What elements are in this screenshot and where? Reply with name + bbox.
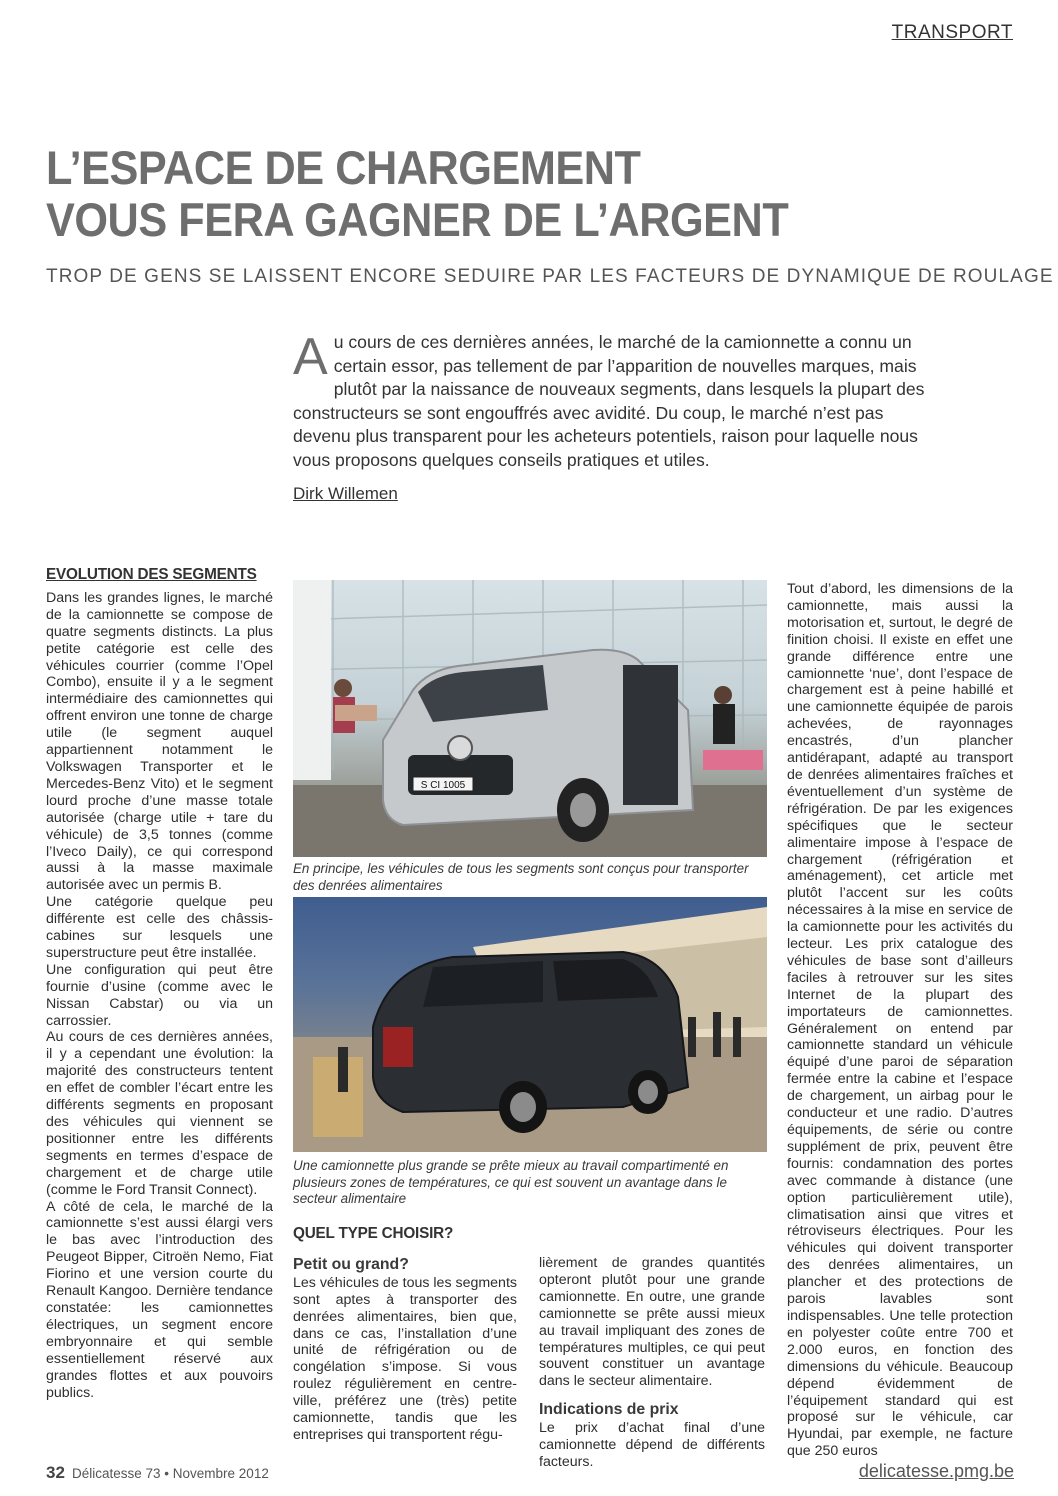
paragraph: Dans les grandes lignes, le marché de la camionnette se compose de quatre segments distincts. La plus petite catégorie est celle des véhicules courrier (comme l’Opel Combo), ensuite il y a le segment intermédiaire des camionnettes qui offrent environ une tonne de charge utile (le segment auquel appartiennent notamment le Volkswagen Transporter et le Mercedes-Benz Vito) et le segment lourd proche d’une masse totale autorisée (charge utile + tare du véhicule) de 3,5 tonnes (comme l’Iveco Daily), ce qui correspond aussi à la masse maximale autorisée avec un permis B. <box>46 589 273 894</box>
photo-van-dusk <box>293 897 767 1152</box>
author-byline: Dirk Willemen <box>293 484 398 503</box>
paragraph: Une catégorie quelque peu différente est celle des châssis-cabines sur lesquels une superstructure peut être installée. <box>46 894 273 961</box>
section-heading-choose: QUEL TYPE CHOISIR? <box>293 1225 454 1242</box>
intro-text: u cours de ces dernières années, le marché de la camionnette a connu un certain essor, pas tellement de par l’apparition de nouvelles marques, mais plutôt par la naissance de nouveaux segments, dans lesquels la plupart des constructeurs se sont engouffrés avec avidité. Du coup, le marché n’est pas devenu plus transparent pour les acheteurs potentiels, raison pour laquelle nous vous proposons quelques conseils pratiques et utiles. <box>293 332 925 470</box>
paragraph: lièrement de grandes quantités opteront plutôt pour une grande camionnette. En outre, une grande camionnette se prête aussi mieux au travail impliquant des zones de températures multiples, ce qui peut souvent constituer un avantage dans le secteur alimentaire. <box>539 1255 765 1390</box>
paragraph: Une configuration qui peut être fournie d’usine (comme avec le Nissan Cabstar) ou via un carrossier. <box>46 961 273 1029</box>
paragraph: Les véhicules de tous les segments sont aptes à transporter des denrées alimentaires, bien que, dans ce cas, l’installation d’une unité de réfrigération ou de congélation s’impose. Si vous roulez régulièrement en centre-ville, préférez une (très) petite camionnette, tandis que les entreprises qui transportent régu- <box>293 1274 517 1443</box>
column-5 <box>787 581 1013 1460</box>
paragraph: Le prix d’achat final d’une camionnette dépend de différents facteurs. <box>539 1420 765 1470</box>
title-line-2: VOUS FERA GAGNER DE L’ARGENT <box>46 193 789 246</box>
van-greenhouse-illustration <box>293 580 767 857</box>
van-dusk-illustration <box>293 897 767 1152</box>
website-link[interactable]: delicatesse.pmg.be <box>858 1461 1014 1481</box>
photo-2-caption: Une camionnette plus grande se prête mieux au travail compartimenté en plusieurs zones de températures, ce qui est souvent un avantage dans le secteur alimentaire <box>293 1158 729 1206</box>
article-title <box>46 142 929 246</box>
subheading-price: Indications de prix <box>539 1401 679 1419</box>
column-4 <box>539 1255 765 1471</box>
paragraph: A côté de cela, le marché de la camionnette s’est aussi élargi vers le bas avec l’introduction des Peugeot Bipper, Citroën Nemo, Fiat Fiorino et une version courte du Renault Kangoo. Dernière tendance constatée: les camionnettes électriques, un segment encore embryonnaire et qui semble essentiellement réservé aux grandes flottes et aux pouvoirs publics. <box>46 1198 273 1401</box>
column-3 <box>293 1226 517 1444</box>
section-label: TRANSPORT <box>891 22 1013 43</box>
drop-cap: A <box>293 328 328 386</box>
article-subtitle: TROP DE GENS SE LAISSENT ENCORE SEDUIRE PAR LES FACTEURS DE DYNAMIQUE DE ROULAGE <box>46 266 1054 287</box>
intro-paragraph <box>293 328 933 472</box>
title-line-1: L’ESPACE DE CHARGEMENT <box>46 141 641 194</box>
column-1 <box>46 567 273 1401</box>
license-plate-text: S CI 1005 <box>420 780 466 791</box>
photo-van-greenhouse <box>293 580 767 857</box>
paragraph: Tout d’abord, les dimensions de la camionnette, mais aussi la motorisation et, surtout, le degré de finition choisi. Il existe en effet une grande différence entre une camionnette ‘nue’, dont l’espace de chargement est à peine habillé et une camionnette équipée de parois achevées, de rayonnages encastrés, d’un plancher antidérapant, adapté au transport de denrées alimentaires fraîches et éventuellement d’un système de réfrigération. De par les exigences spécifiques que le secteur alimentaire impose à l’espace de chargement (réfrigération et aménagement), cet article met plutôt l’accent sur les coûts nécessaires à la mise en service de la camionnette pour les activités du lecteur. Les prix catalogue des véhicules de base sont d’ailleurs faciles à retrouver sur les sites Internet de la plupart des importateurs de camionnettes. Généralement on entend par camionnette standard un véhicule équipé d’une paroi de séparation fermée entre la cabine et l’espace de chargement, un airbag pour le conducteur et une radio. D’autres équipements, de série ou contre supplément de prix, peuvent être fournis: condamnation des portes avec commande à distance (une option particulièrement utile), climatisation ainsi que vitres et rétroviseurs électriques. Pour les véhicules qui doivent transporter des denrées alimentaires, un plancher et des protections de parois lavables sont indispensables. Une telle protection en polyester coûte entre 700 et 2.000 euros, en fonction des dimensions du véhicule. Beaucoup dépend évidemment de l’équipement standard qui est proposé sur le véhicule, car Hyundai, par exemple, ne facture que 250 euros <box>787 581 1013 1460</box>
paragraph: Au cours de ces dernières années, il y a cependant une évolution: la majorité des constructeurs tentent en effet de combler l’écart entre les différents segments en proposant des véhicules qui viennent se positionner entre les différents segments en termes d’espace de chargement et de charge utile (comme le Ford Transit Connect). <box>46 1029 273 1198</box>
issue-info: Délicatesse 73 • Novembre 2012 <box>72 1466 269 1481</box>
page-number: 32 <box>46 1463 65 1482</box>
section-heading-segments: EVOLUTION DES SEGMENTS <box>46 566 257 583</box>
photo-1-caption: En principe, les véhicules de tous les segments sont conçus pour transporter des denrées alimentaires <box>293 861 749 893</box>
subheading-size: Petit ou grand? <box>293 1255 409 1273</box>
